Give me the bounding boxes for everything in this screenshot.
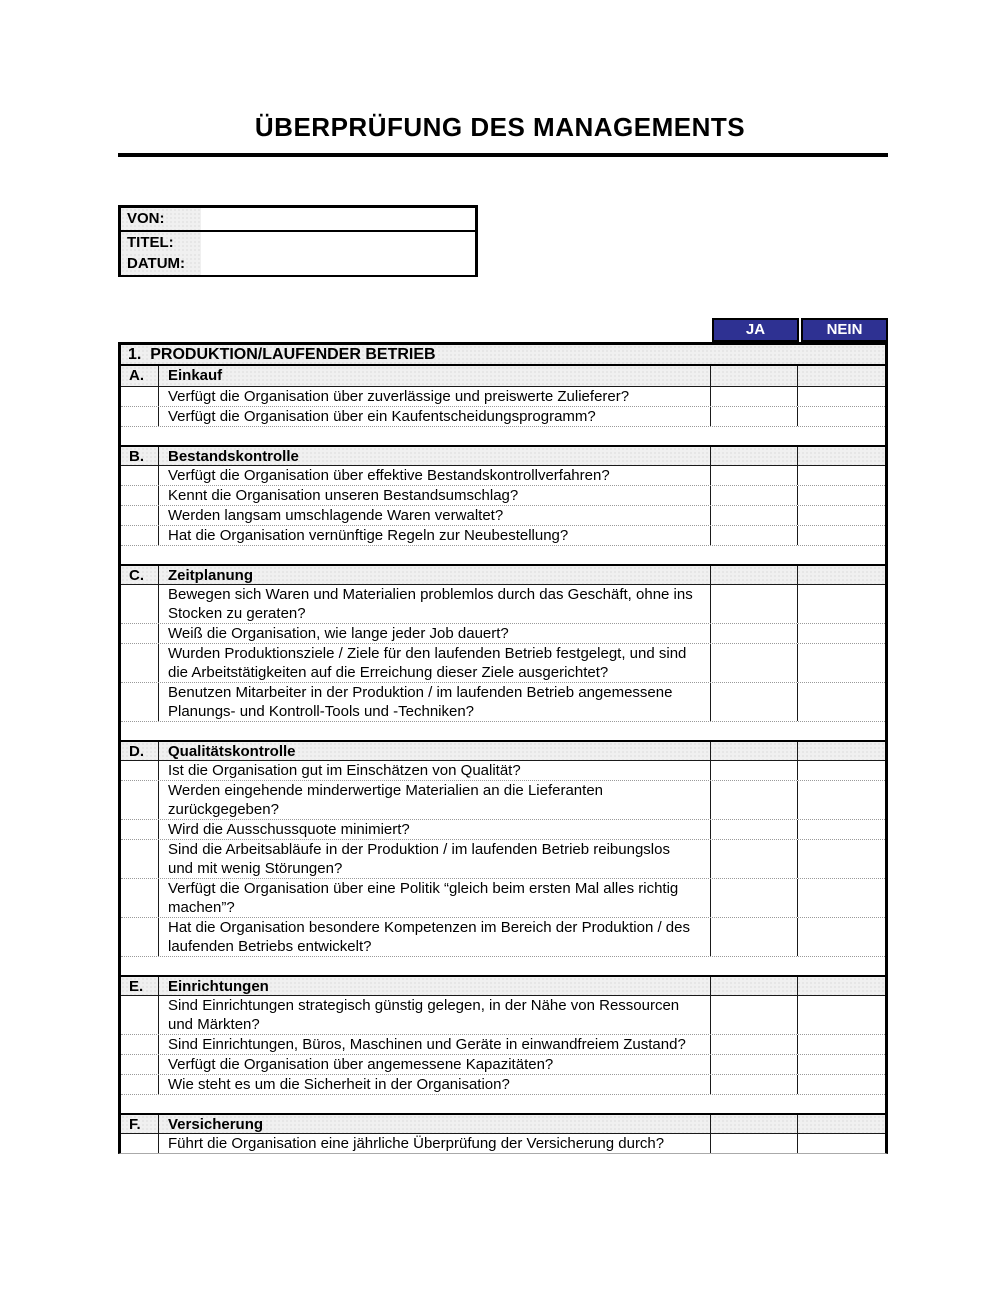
ja-cell[interactable]	[711, 585, 798, 623]
info-form	[118, 205, 478, 277]
nein-cell[interactable]	[798, 486, 885, 505]
group-header-row	[121, 740, 885, 761]
question-text: Verfügt die Organisation über zuverlässige und preiswerte Zulieferer?	[159, 387, 711, 406]
page-title: ÜBERPRÜFUNG DES MANAGEMENTS	[254, 112, 746, 142]
question-text: Ist die Organisation gut im Einschätzen von Qualität?	[159, 761, 711, 780]
row-letter-cell	[121, 1134, 159, 1153]
ja-cell[interactable]	[711, 447, 798, 467]
checklist-table	[118, 342, 888, 1154]
spacer-row	[121, 1094, 885, 1113]
nein-cell[interactable]	[798, 781, 885, 819]
group-header-row	[121, 445, 885, 466]
question-row	[121, 780, 885, 819]
question-text: Bewegen sich Waren und Materialien problemlos durch das Geschäft, ohne ins Stocken zu geraten?	[159, 585, 711, 623]
question-row	[121, 585, 885, 623]
question-text: Wird die Ausschussquote minimiert?	[159, 820, 711, 839]
group-letter: B.	[121, 447, 159, 467]
row-letter-cell	[121, 466, 159, 485]
question-text: Weiß die Organisation, wie lange jeder Job dauert?	[159, 624, 711, 643]
question-row	[121, 1134, 885, 1153]
checklist-body	[121, 366, 885, 1153]
group-letter: C.	[121, 566, 159, 586]
question-row	[121, 761, 885, 780]
info-row-titel	[121, 230, 475, 252]
ja-cell[interactable]	[711, 742, 798, 762]
datum-field[interactable]	[201, 253, 475, 275]
question-text: Verfügt die Organisation über effektive Bestandskontrollverfahren?	[159, 466, 711, 485]
question-text: Werden eingehende minderwertige Materialien an die Lieferanten zurückgegeben?	[159, 781, 711, 819]
titel-field[interactable]	[201, 232, 475, 254]
row-letter-cell	[121, 761, 159, 780]
ja-cell[interactable]	[711, 918, 798, 956]
question-row	[121, 1054, 885, 1074]
question-text: Wie steht es um die Sicherheit in der Organisation?	[159, 1075, 711, 1094]
row-letter-cell	[121, 526, 159, 545]
datum-label: DATUM:	[121, 253, 201, 275]
nein-cell[interactable]	[798, 1055, 885, 1074]
ja-cell[interactable]	[711, 387, 798, 406]
ja-cell[interactable]	[711, 820, 798, 839]
ja-cell[interactable]	[711, 761, 798, 780]
group-heading: Bestandskontrolle	[159, 447, 711, 467]
group-heading: Zeitplanung	[159, 566, 711, 586]
section-header	[121, 345, 885, 366]
ja-cell[interactable]	[711, 1035, 798, 1054]
group-header-row	[121, 975, 885, 996]
row-letter-cell	[121, 1035, 159, 1054]
ja-cell[interactable]	[711, 366, 798, 386]
nein-cell[interactable]	[798, 996, 885, 1034]
ja-cell[interactable]	[711, 506, 798, 525]
row-letter-cell	[121, 624, 159, 643]
ja-cell[interactable]	[711, 466, 798, 485]
nein-cell[interactable]	[798, 585, 885, 623]
group-header-row	[121, 1113, 885, 1134]
ja-cell[interactable]	[711, 644, 798, 682]
nein-cell[interactable]	[798, 820, 885, 839]
question-text: Verfügt die Organisation über angemessene Kapazitäten?	[159, 1055, 711, 1074]
answer-column-headers	[118, 318, 888, 342]
row-letter-cell	[121, 918, 159, 956]
row-letter-cell	[121, 585, 159, 623]
spacer-row	[121, 426, 885, 445]
question-row	[121, 623, 885, 643]
ja-cell[interactable]	[711, 1075, 798, 1094]
row-letter-cell	[121, 1075, 159, 1094]
question-text: Verfügt die Organisation über eine Politik “gleich beim ersten Mal alles richtig machen”?	[159, 879, 711, 917]
group-header-row	[121, 366, 885, 387]
nein-cell[interactable]	[798, 1134, 885, 1153]
row-letter-cell	[121, 820, 159, 839]
nein-cell[interactable]	[798, 526, 885, 545]
nein-cell[interactable]	[798, 506, 885, 525]
nein-cell[interactable]	[798, 1035, 885, 1054]
ja-cell[interactable]	[711, 407, 798, 426]
nein-cell[interactable]	[798, 624, 885, 643]
nein-cell[interactable]	[798, 977, 885, 997]
ja-cell[interactable]	[711, 879, 798, 917]
row-letter-cell	[121, 683, 159, 721]
row-letter-cell	[121, 996, 159, 1034]
nein-cell[interactable]	[798, 761, 885, 780]
question-row	[121, 996, 885, 1034]
ja-cell[interactable]	[711, 996, 798, 1034]
nein-cell[interactable]	[798, 1115, 885, 1135]
row-letter-cell	[121, 486, 159, 505]
ja-cell[interactable]	[711, 683, 798, 721]
question-row	[121, 682, 885, 721]
ja-cell[interactable]	[711, 566, 798, 586]
row-letter-cell	[121, 506, 159, 525]
section-title: PRODUKTION/LAUFENDER BETRIEB	[150, 346, 436, 363]
ja-cell[interactable]	[711, 977, 798, 997]
ja-cell[interactable]	[711, 624, 798, 643]
group-letter: A.	[121, 366, 159, 386]
nein-cell[interactable]	[798, 840, 885, 878]
question-text: Hat die Organisation besondere Kompetenzen im Bereich der Produktion / des laufenden Betriebs entwickelt?	[159, 918, 711, 956]
row-letter-cell	[121, 840, 159, 878]
question-text: Kennt die Organisation unseren Bestandsumschlag?	[159, 486, 711, 505]
ja-cell[interactable]	[711, 526, 798, 545]
row-letter-cell	[121, 387, 159, 406]
question-row	[121, 505, 885, 525]
question-row	[121, 1034, 885, 1054]
row-letter-cell	[121, 1055, 159, 1074]
row-letter-cell	[121, 879, 159, 917]
question-row	[121, 878, 885, 917]
spacer-row	[121, 545, 885, 564]
question-text: Sind Einrichtungen, Büros, Maschinen und Geräte in einwandfreiem Zustand?	[159, 1035, 711, 1054]
row-letter-cell	[121, 407, 159, 426]
question-row	[121, 819, 885, 839]
question-text: Benutzen Mitarbeiter in der Produktion / im laufenden Betrieb angemessene Planungs- und Kontroll-Tools und -Techniken?	[159, 683, 711, 721]
question-row	[121, 485, 885, 505]
nein-cell[interactable]	[798, 918, 885, 956]
ja-column-header: JA	[712, 318, 799, 342]
nein-cell[interactable]	[798, 1075, 885, 1094]
ja-cell[interactable]	[711, 781, 798, 819]
nein-cell[interactable]	[798, 447, 885, 467]
group-letter: D.	[121, 742, 159, 762]
nein-cell[interactable]	[798, 387, 885, 406]
group-header-row	[121, 564, 885, 585]
question-text: Werden langsam umschlagende Waren verwaltet?	[159, 506, 711, 525]
nein-cell[interactable]	[798, 466, 885, 485]
question-row	[121, 466, 885, 485]
spacer-row	[121, 956, 885, 975]
question-row	[121, 643, 885, 682]
question-row	[121, 917, 885, 956]
titel-label: TITEL:	[121, 232, 201, 254]
group-heading: Einrichtungen	[159, 977, 711, 997]
group-letter: F.	[121, 1115, 159, 1135]
group-heading: Versicherung	[159, 1115, 711, 1135]
nein-cell[interactable]	[798, 566, 885, 586]
ja-cell[interactable]	[711, 1055, 798, 1074]
section-number: 1.	[128, 346, 142, 363]
von-label: VON:	[121, 208, 201, 230]
question-row	[121, 1074, 885, 1094]
question-row	[121, 406, 885, 426]
nein-cell[interactable]	[798, 683, 885, 721]
nein-cell[interactable]	[798, 407, 885, 426]
question-row	[121, 839, 885, 878]
group-heading: Qualitätskontrolle	[159, 742, 711, 762]
question-text: Sind Einrichtungen strategisch günstig gelegen, in der Nähe von Ressourcen und Märkten?	[159, 996, 711, 1034]
question-row	[121, 525, 885, 545]
nein-column-header: NEIN	[801, 318, 888, 342]
question-row	[121, 387, 885, 406]
question-text: Verfügt die Organisation über ein Kaufentscheidungsprogramm?	[159, 407, 711, 426]
title-divider	[118, 153, 888, 157]
row-letter-cell	[121, 644, 159, 682]
nein-cell[interactable]	[798, 366, 885, 386]
info-row-von	[121, 208, 475, 230]
ja-cell[interactable]	[711, 486, 798, 505]
question-text: Sind die Arbeitsabläufe in der Produktion / im laufenden Betrieb reibungslos und mit wenig Störungen?	[159, 840, 711, 878]
nein-cell[interactable]	[798, 644, 885, 682]
nein-cell[interactable]	[798, 742, 885, 762]
von-field[interactable]	[201, 208, 475, 230]
row-letter-cell	[121, 781, 159, 819]
ja-cell[interactable]	[711, 840, 798, 878]
question-text: Führt die Organisation eine jährliche Überprüfung der Versicherung durch?	[159, 1134, 711, 1153]
ja-cell[interactable]	[711, 1134, 798, 1153]
ja-cell[interactable]	[711, 1115, 798, 1135]
nein-cell[interactable]	[798, 879, 885, 917]
question-text: Wurden Produktionsziele / Ziele für den laufenden Betrieb festgelegt, und sind die Arbeitstätigkeiten auf die Erreichung dieser Ziele ausgerichtet?	[159, 644, 711, 682]
spacer-row	[121, 721, 885, 740]
group-heading: Einkauf	[159, 366, 711, 386]
question-text: Hat die Organisation vernünftige Regeln zur Neubestellung?	[159, 526, 711, 545]
group-letter: E.	[121, 977, 159, 997]
info-row-datum	[121, 252, 475, 274]
